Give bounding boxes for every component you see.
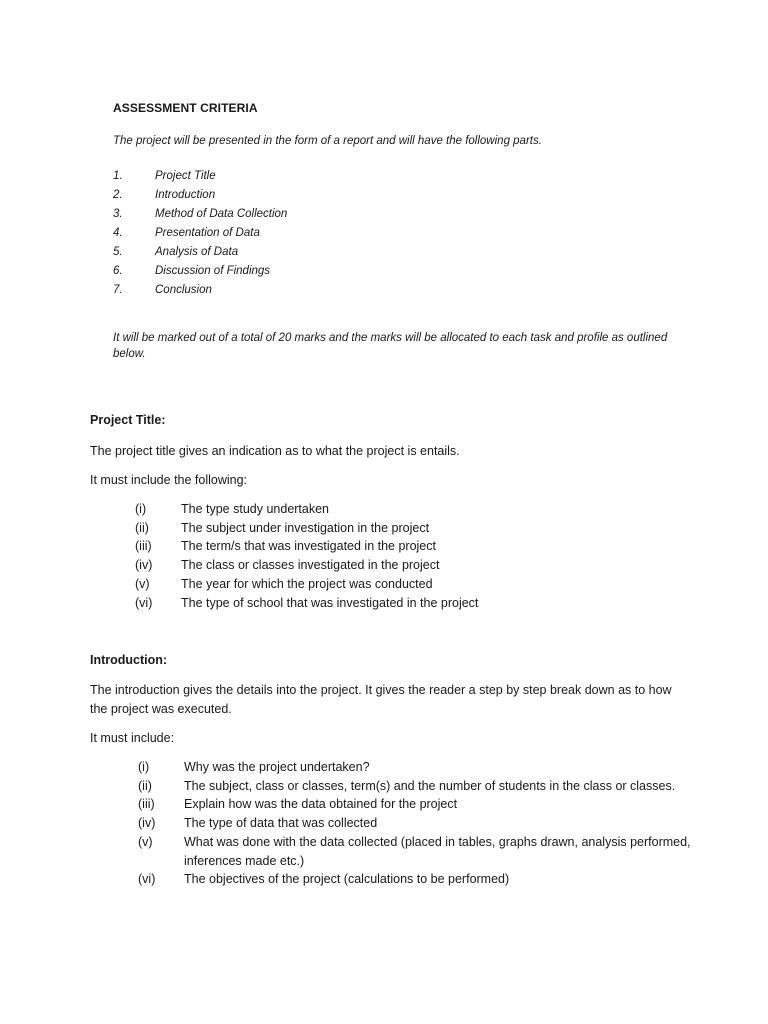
list-item [138, 795, 698, 814]
list-item [113, 281, 287, 300]
list-item [135, 500, 655, 519]
introduction-requirements [138, 758, 698, 889]
introduction-heading: Introduction: [90, 653, 168, 667]
item-text: The type of school that was investigated in the project [181, 595, 479, 610]
list-item [113, 186, 287, 205]
list-label: Analysis of Data [155, 246, 239, 258]
list-item [138, 870, 698, 889]
project-title-description: The project title gives an indication as to what the project is entails. [90, 444, 460, 458]
list-item [135, 519, 655, 538]
list-number: 3. [113, 208, 123, 220]
roman-numeral: (v) [135, 576, 150, 591]
list-item [113, 205, 287, 224]
list-label: Project Title [155, 170, 216, 182]
list-item [135, 537, 655, 556]
list-label: Introduction [155, 189, 216, 201]
list-label: Discussion of Findings [155, 265, 271, 277]
list-number: 5. [113, 246, 123, 258]
list-item [113, 224, 287, 243]
roman-numeral: (vi) [135, 595, 153, 610]
list-item [135, 556, 655, 575]
list-label: Method of Data Collection [155, 208, 288, 220]
list-item [138, 758, 698, 777]
item-text: The type of data that was collected [184, 816, 378, 831]
assessment-heading: ASSESSMENT CRITERIA [113, 101, 258, 115]
list-number: 4. [113, 227, 123, 239]
list-number: 1. [113, 170, 123, 182]
list-number: 6. [113, 265, 123, 277]
item-text: The type study undertaken [181, 502, 330, 516]
list-item [138, 833, 698, 870]
item-text: The subject, class or classes, term(s) and the number of students in the class or classes. [184, 778, 676, 793]
list-item [113, 262, 287, 281]
roman-numeral: (vi) [138, 872, 156, 887]
item-text: Explain how was the data obtained for the project [184, 797, 458, 812]
roman-numeral: (iv) [138, 816, 156, 831]
roman-numeral: (v) [138, 834, 153, 849]
project-title-lead: It must include the following: [90, 473, 248, 487]
roman-numeral: (i) [135, 502, 147, 516]
roman-numeral: (ii) [135, 520, 149, 535]
roman-numeral: (ii) [138, 778, 152, 793]
list-number: 7. [113, 284, 123, 296]
introduction-lead: It must include: [90, 731, 175, 745]
item-text: Why was the project undertaken? [184, 760, 370, 774]
list-item [113, 167, 287, 186]
item-text: The term/s that was investigated in the project [181, 539, 436, 554]
report-parts-list [113, 167, 287, 300]
roman-numeral: (iii) [135, 539, 152, 554]
list-item [113, 243, 287, 262]
list-label: Conclusion [155, 284, 212, 296]
list-item [138, 814, 698, 833]
item-text: What was done with the data collected (placed in tables, graphs drawn, analysis performed, inferences made etc.) [184, 834, 691, 868]
roman-numeral: (i) [138, 760, 150, 774]
list-item [138, 777, 698, 796]
project-title-heading: Project Title: [90, 413, 166, 427]
list-number: 2. [113, 189, 123, 201]
project-title-requirements [135, 500, 655, 612]
list-label: Presentation of Data [155, 227, 260, 239]
item-text: The objectives of the project (calculations to be performed) [184, 872, 510, 887]
roman-numeral: (iii) [138, 797, 155, 812]
item-text: The subject under investigation in the project [181, 520, 430, 535]
item-text: The year for which the project was conducted [181, 576, 433, 591]
roman-numeral: (iv) [135, 558, 153, 573]
introduction-description: The introduction gives the details into the project. It gives the reader a step by step break down as to how the project was executed. [90, 683, 672, 716]
assessment-intro: The project will be presented in the form of a report and will have the following parts. [113, 135, 542, 147]
item-text: The class or classes investigated in the project [181, 558, 440, 573]
list-item [135, 594, 655, 613]
marking-note: It will be marked out of a total of 20 marks and the marks will be allocated to each task and profile as outlined below. [113, 332, 668, 360]
list-item [135, 575, 655, 594]
